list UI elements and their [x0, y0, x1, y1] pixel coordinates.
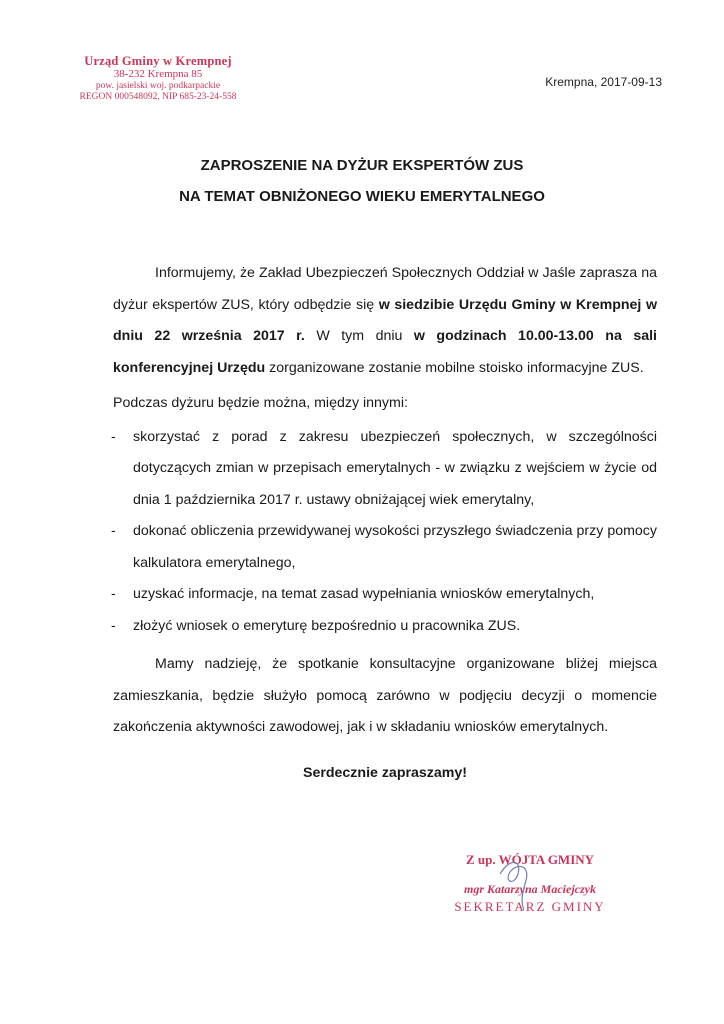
list-item: - złożyć wniosek o emeryturę bezpośrednio u pracownika ZUS. — [113, 611, 657, 643]
list-item: - uzyskać informacje, na temat zasad wypełniania wniosków emerytalnych, — [113, 579, 657, 611]
p1-text-e: zorganizowane zostanie mobilne stoisko informacyjne ZUS. — [265, 359, 644, 376]
p1-bold-time: w godzinach 10.00-13.00 na sali konferencyjnej Urzędu — [113, 328, 657, 376]
list-item: - skorzystać z porad z zakresu ubezpieczeń społecznych, w szczególności dotyczących zmian w przepisach emerytalnych - w związku z wejściem w życie od dnia 1 października 2017 r. ustawy obniżającej wiek emerytalny, — [113, 422, 657, 517]
p1-bold-location: w siedzibie Urzędu Gminy w Krempnej w dniu 22 września 2017 r. — [113, 296, 657, 344]
closing-line: Serdecznie zapraszamy! — [302, 764, 468, 781]
signature-title: SEKRETARZ GMINY — [454, 899, 606, 914]
handwritten-signature — [490, 852, 570, 912]
list-intro: Podczas dyżuru będzie można, między innymi: — [113, 395, 408, 411]
document-title — [0, 150, 724, 212]
services-list — [113, 422, 657, 643]
list-item: - dokonać obliczenia przewidywanej wysokości przyszłego świadczenia przy pomocy kalkulatora emerytalnego, — [113, 516, 657, 579]
title-line-2: NA TEMAT OBNIŻONEGO WIEKU EMERYTALNEGO — [179, 188, 545, 205]
stamp-ids: REGON 000548092, NIP 685-23-24-558 — [79, 91, 237, 102]
office-stamp — [58, 54, 258, 103]
p1-text-a: Informujemy, że Zakład Ubezpieczeń Społecznych Oddział w Jaśle zaprasza na dyżur ekspertów ZUS, który odbędzie się — [113, 265, 657, 313]
signature-authority: Z up. WÓJTA GMINY — [465, 852, 595, 867]
stamp-office-name: Urząd Gminy w Krempnej — [84, 54, 232, 68]
title-line-1: ZAPROSZENIE NA DYŻUR EKSPERTÓW ZUS — [200, 157, 524, 174]
document-date: Krempna, 2017-09-13 — [545, 75, 662, 89]
paragraph-info — [113, 258, 657, 384]
paragraph-hope: Mamy nadzieję, że spotkanie konsultacyjne organizowane bliżej miejsca zamieszkania, będzie służyło pomocą zarówno w podjęciu decyzji o momencie zakończenia aktywności zawodowej, jak i w składaniu wniosków emerytalnych. — [113, 656, 657, 735]
signature-stamp — [420, 850, 640, 916]
stamp-address: 38-232 Krempna 85 — [113, 68, 203, 81]
document-body — [113, 258, 657, 789]
stamp-region: pow. jasielski woj. podkarpackie — [95, 81, 221, 92]
signature-name: mgr Katarzyna Maciejczyk — [464, 882, 596, 896]
p1-text-c: W tym dniu — [304, 328, 414, 344]
